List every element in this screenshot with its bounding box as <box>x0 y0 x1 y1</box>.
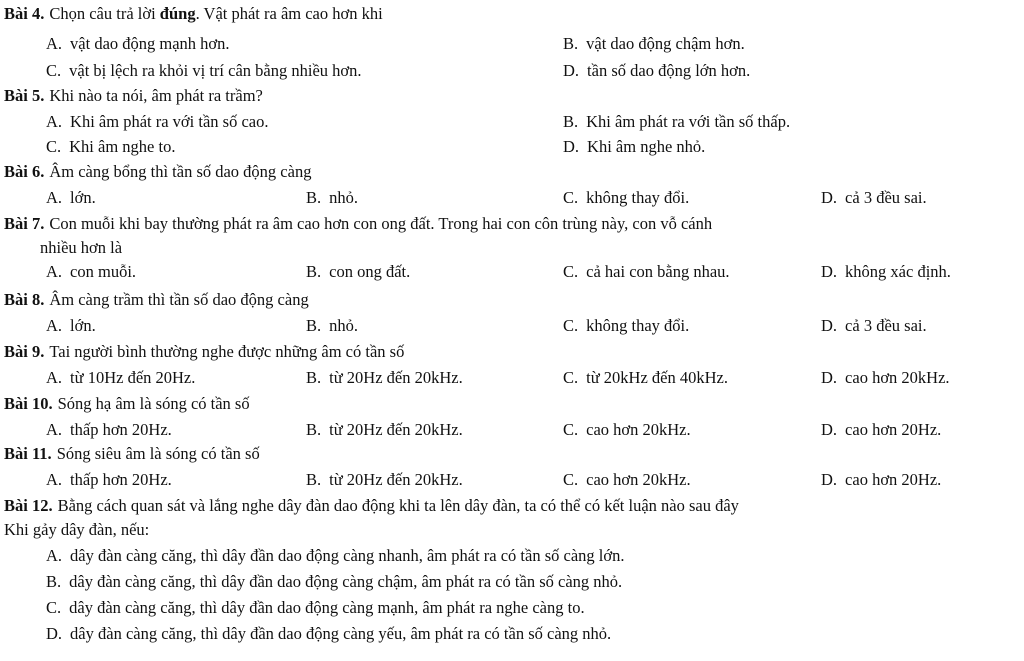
question-5 <box>4 86 263 106</box>
question-text: Âm càng trầm thì tần số dao động càng <box>49 290 309 309</box>
option-10d: D. cao hơn 20Hz. <box>821 420 942 439</box>
question-10 <box>4 394 250 414</box>
option-4b: B. vật dao động chậm hơn. <box>563 34 745 53</box>
option-9c: C. từ 20kHz đến 40kHz. <box>563 368 728 387</box>
question-text-rest: . Vật phát ra âm cao hơn khi <box>195 4 383 23</box>
question-12-continuation: Khi gảy dây đàn, nếu: <box>4 520 150 539</box>
question-number: Bài 6. <box>4 162 45 181</box>
question-text: Sóng hạ âm là sóng có tần số <box>57 394 250 413</box>
option-7b: B. con ong đất. <box>306 262 411 281</box>
option-8c: C. không thay đổi. <box>563 316 690 335</box>
option-7c: C. cả hai con bằng nhau. <box>563 262 730 281</box>
question-7-continuation: nhiều hơn là <box>40 238 123 257</box>
option-11c: C. cao hơn 20kHz. <box>563 470 691 489</box>
option-4d: D. tần số dao động lớn hơn. <box>563 61 751 80</box>
option-12d: D. dây đàn càng căng, thì dây đần dao động càng yếu, âm phát ra có tần số càng nhỏ. <box>46 624 612 643</box>
question-8 <box>4 290 309 310</box>
question-text: Sóng siêu âm là sóng có tần số <box>56 444 260 463</box>
question-6 <box>4 162 311 182</box>
question-number: Bài 5. <box>4 86 45 105</box>
question-text: Khi nào ta nói, âm phát ra trầm? <box>49 86 263 105</box>
option-5d: D. Khi âm nghe nhỏ. <box>563 137 706 156</box>
option-11d: D. cao hơn 20Hz. <box>821 470 942 489</box>
question-keyword: đúng <box>159 4 196 23</box>
question-4 <box>4 4 383 24</box>
question-number: Bài 12. <box>4 496 53 515</box>
question-number: Bài 10. <box>4 394 53 413</box>
question-11 <box>4 444 260 464</box>
question-text: Âm càng bổng thì tần số dao động càng <box>49 162 312 181</box>
option-11a: A. thấp hơn 20Hz. <box>46 470 172 489</box>
option-7a: A. con muỗi. <box>46 262 137 281</box>
option-6c: C. không thay đổi. <box>563 188 690 207</box>
option-12b: B. dây đàn càng căng, thì dây đần dao động càng chậm, âm phát ra có tần số càng nhỏ. <box>46 572 623 591</box>
option-6a: A. lớn. <box>46 188 96 207</box>
option-9a: A. từ 10Hz đến 20Hz. <box>46 368 196 387</box>
question-number: Bài 11. <box>4 444 52 463</box>
option-9d: D. cao hơn 20kHz. <box>821 368 950 387</box>
option-5c: C. Khi âm nghe to. <box>46 137 176 156</box>
option-6b: B. nhỏ. <box>306 188 359 207</box>
option-8d: D. cả 3 đều sai. <box>821 316 927 335</box>
question-text: Chọn câu trả lời <box>49 4 160 23</box>
option-8b: B. nhỏ. <box>306 316 359 335</box>
question-text: Bằng cách quan sát và lắng nghe dây đàn dao động khi ta lên dây đàn, ta có thể có kết luận nào sau đây <box>57 496 739 515</box>
question-number: Bài 4. <box>4 4 45 23</box>
option-5b: B. Khi âm phát ra với tần số thấp. <box>563 112 791 131</box>
option-7d: D. không xác định. <box>821 262 951 281</box>
option-10b: B. từ 20Hz đến 20kHz. <box>306 420 463 439</box>
question-7 <box>4 214 712 234</box>
option-10c: C. cao hơn 20kHz. <box>563 420 691 439</box>
question-12 <box>4 496 739 516</box>
question-number: Bài 8. <box>4 290 45 309</box>
option-10a: A. thấp hơn 20Hz. <box>46 420 172 439</box>
question-text: Tai người bình thường nghe được những âm có tần số <box>49 342 405 361</box>
question-9 <box>4 342 404 362</box>
option-4a: A. vật dao động mạnh hơn. <box>46 34 230 53</box>
option-12a: A. dây đàn càng căng, thì dây đần dao động càng nhanh, âm phát ra có tần số càng lớn. <box>46 546 625 565</box>
question-number: Bài 9. <box>4 342 45 361</box>
option-8a: A. lớn. <box>46 316 96 335</box>
option-12c: C. dây đàn càng căng, thì dây đần dao động càng mạnh, âm phát ra nghe càng to. <box>46 598 585 617</box>
option-11b: B. từ 20Hz đến 20kHz. <box>306 470 463 489</box>
question-text: Con muỗi khi bay thường phát ra âm cao hơn con ong đất. Trong hai con côn trùng này, con vỗ cánh <box>49 214 713 233</box>
option-5a: A. Khi âm phát ra với tần số cao. <box>46 112 269 131</box>
option-9b: B. từ 20Hz đến 20kHz. <box>306 368 463 387</box>
option-4c: C. vật bị lệch ra khỏi vị trí cân bằng nhiều hơn. <box>46 61 362 80</box>
option-6d: D. cả 3 đều sai. <box>821 188 927 207</box>
question-number: Bài 7. <box>4 214 45 233</box>
